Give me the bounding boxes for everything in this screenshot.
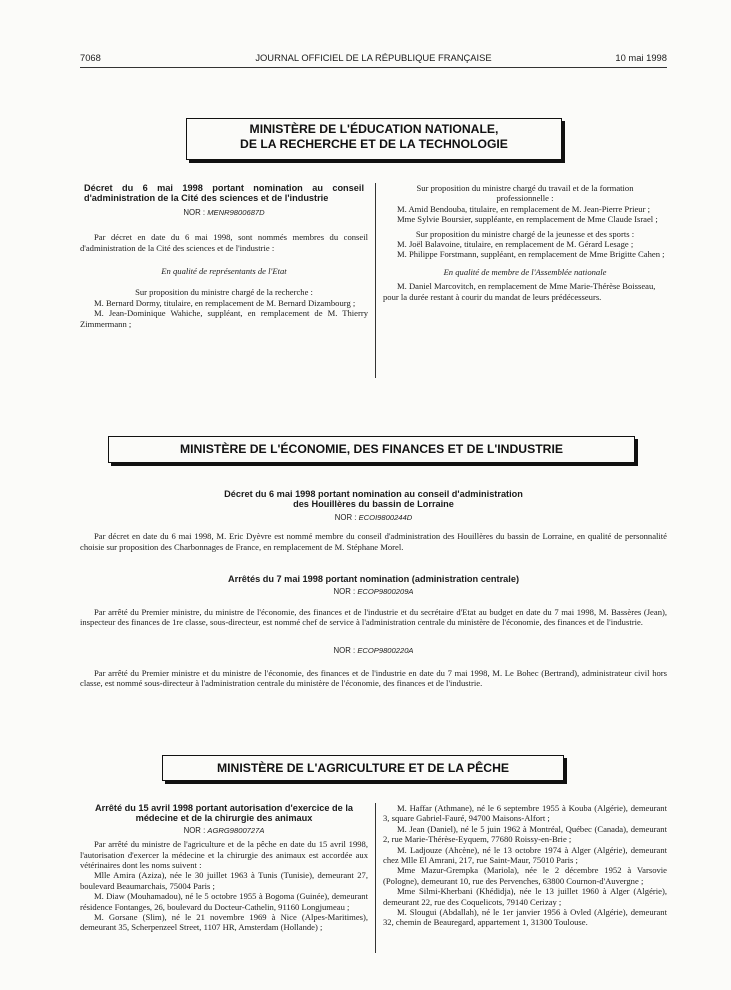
decret-intro: Par décret en date du 6 mai 1998, sont nommés membres du conseil d'administration de la Cité des sciences et de l'industrie : bbox=[80, 232, 368, 253]
arrete-intro: Par arrêté du ministre de l'agriculture et de la pêche en date du 15 avril 1998, l'autorisation d'exercer la médecine et la chirurgie des animaux est accordée aux vétérinaires dont les noms suivent : bbox=[80, 839, 368, 871]
proposal-line: Sur proposition du ministre chargé de la jeunesse et des sports : bbox=[415, 228, 635, 239]
appointment-entry: M. Daniel Marcovitch, en remplacement de Mme Marie-Thérèse Boisseau, bbox=[397, 281, 656, 292]
running-header bbox=[80, 53, 667, 67]
appointment-entry: Mme Sylvie Boursier, suppléante, en remplacement de Mme Claude Israel ; bbox=[397, 214, 658, 225]
appointment-entry: M. Amid Bendouba, titulaire, en remplacement de M. Jean-Pierre Prieur ; bbox=[397, 203, 650, 214]
nor-label: NOR : bbox=[333, 645, 356, 655]
decret-houilleres bbox=[80, 489, 667, 552]
veterinarian-entry: Mme Silmi-Kherbani (Khédidja), née le 13 juillet 1960 à Alger (Algérie), demeurant 22, rue des Coquelicots, 79140 Cerizay ; bbox=[383, 886, 667, 907]
ministry-heading-agriculture bbox=[162, 755, 564, 781]
decret-cite-right-column bbox=[383, 183, 667, 302]
ministry-heading-line: MINISTÈRE DE L'AGRICULTURE ET DE LA PÊCHE bbox=[216, 761, 510, 775]
section-heading: En qualité de membre de l'Assemblée nationale bbox=[443, 266, 607, 277]
nor-code: ECOI9800244D bbox=[358, 512, 413, 522]
appointment-entry: M. Philippe Forstmann, suppléant, en remplacement de Mme Brigitte Cahen ; bbox=[397, 249, 665, 260]
nor-code: AGRG9800727A bbox=[207, 825, 265, 835]
veterinarian-entry: M. Slougui (Abdallah), né le 1er janvier 1956 à Ovled (Algérie), demeurant 32, chemin de Beauregard, appartement 1, 31300 Toulouse. bbox=[383, 907, 667, 928]
arrete-title: Arrêté du 15 avril 1998 portant autorisation d'exercice de la médecine et de la chirurgie des animaux bbox=[94, 803, 353, 824]
nor-reference bbox=[80, 208, 368, 218]
closing-line: pour la durée restant à courir du mandat de leurs prédécesseurs. bbox=[383, 291, 602, 302]
nor-code: MENR9800687D bbox=[207, 207, 265, 217]
arretes-7-mai bbox=[80, 574, 667, 689]
page-number: 7068 bbox=[80, 52, 101, 63]
column-divider bbox=[375, 803, 376, 953]
issue-date: 10 mai 1998 bbox=[615, 52, 667, 63]
arrete-veterinaires-left-column bbox=[80, 803, 368, 933]
arrete-body: Par arrêté du Premier ministre et du ministre de l'économie, des finances et de l'industrie en date du 7 mai 1998, M. Le Bohec (Bertrand), administrateur civil hors classe, est nommé sous-directeur à l'administration centrale du ministère de l'économie, des finances et de l'industrie. bbox=[80, 668, 667, 689]
decret-body: Par décret en date du 6 mai 1998, M. Eric Dyèvre est nommé membre du conseil d'administration des Houillères du bassin de Lorraine, en qualité de personnalité choisie sur proposition des Charbonnages de France, en remplacement de M. Stéphane Morel. bbox=[80, 531, 667, 552]
column-divider bbox=[375, 183, 376, 378]
header-rule bbox=[80, 67, 667, 68]
ministry-heading-education bbox=[186, 118, 562, 160]
ministry-heading-line: MINISTÈRE DE L'ÉDUCATION NATIONALE, bbox=[249, 122, 499, 136]
nor-reference bbox=[80, 513, 667, 523]
appointment-entry: M. Bernard Dormy, titulaire, en remplacement de M. Bernard Dizambourg ; bbox=[94, 297, 356, 308]
appointment-entry: M. Jean-Dominique Wahiche, suppléant, en remplacement de M. Thierry Zimmermann ; bbox=[80, 308, 368, 329]
veterinarian-entry: M. Diaw (Mouhamadou), né le 5 octobre 1955 à Bogoma (Guinée), demeurant résidence Fontanges, 26, boulevard du Docteur-Cathelin, 91160 Longjumeau ; bbox=[80, 891, 368, 912]
proposal-line: Sur proposition du ministre chargé du travail et de la formation professionnelle : bbox=[416, 183, 634, 204]
veterinarian-entry: Mlle Amira (Aziza), née le 30 juillet 1963 à Tunis (Tunisie), demeurant 27, boulevard Beaumarchais, 75004 Paris ; bbox=[80, 870, 368, 891]
veterinarian-entry: M. Ladjouze (Ahcène), né le 13 octobre 1974 à Alger (Algérie), demeurant chez Mlle El Amrani, 217, rue Saint-Maur, 75010 Paris ; bbox=[383, 844, 667, 866]
section-heading: En qualité de représentants de l'Etat bbox=[161, 266, 287, 277]
decret-cite-left-column bbox=[80, 183, 368, 329]
nor-code: ECOP9800209A bbox=[357, 587, 414, 597]
nor-label: NOR : bbox=[333, 587, 356, 597]
decret-title-line: Décret du 6 mai 1998 portant nomination au conseil d'administration bbox=[224, 489, 523, 499]
nor-code: ECOP9800220A bbox=[357, 645, 414, 655]
veterinarian-entry: M. Jean (Daniel), né le 5 juin 1962 à Montréal, Québec (Canada), demeurant 2, rue Marie-Thérèse-Eyquem, 77680 Roissy-en-Brie ; bbox=[383, 823, 667, 845]
ministry-heading-line: DE LA RECHERCHE ET DE LA TECHNOLOGIE bbox=[240, 137, 508, 151]
veterinarian-entry: M. Haffar (Athmane), né le 6 septembre 1955 à Kouba (Algérie), demeurant 3, square Gabriel-Fauré, 94700 Maisons-Alfort ; bbox=[383, 803, 667, 824]
nor-reference bbox=[80, 646, 667, 656]
arrete-title: Arrêtés du 7 mai 1998 portant nomination (administration centrale) bbox=[228, 574, 519, 584]
nor-label: NOR : bbox=[183, 825, 206, 835]
veterinarian-entry: M. Gorsane (Slim), né le 21 novembre 1969 à Nice (Alpes-Maritimes), demeurant 35, Scherpenzeel Street, 1107 HR, Amsterdam (Hollande) ; bbox=[80, 912, 368, 933]
proposal-line: Sur proposition du ministre chargé de la recherche : bbox=[135, 287, 313, 298]
ministry-heading-economie bbox=[108, 436, 635, 463]
nor-reference bbox=[80, 587, 667, 597]
journal-title: JOURNAL OFFICIEL DE LA RÉPUBLIQUE FRANÇAISE bbox=[255, 52, 492, 63]
ministry-heading-line: MINISTÈRE DE L'ÉCONOMIE, DES FINANCES ET DE L'INDUSTRIE bbox=[180, 442, 563, 456]
decret-title: Décret du 6 mai 1998 portant nomination au conseil d'administration de la Cité des sciences et de l'industrie bbox=[84, 183, 364, 204]
nor-label: NOR : bbox=[334, 512, 357, 522]
appointment-entry: M. Joël Balavoine, titulaire, en remplacement de M. Gérard Lesage ; bbox=[397, 239, 634, 250]
decret-title-line: des Houillères du bassin de Lorraine bbox=[293, 499, 454, 510]
nor-reference bbox=[80, 826, 368, 836]
veterinarian-entry: Mme Mazur-Grempka (Mariola), née le 2 décembre 1952 à Varsovie (Pologne), demeurant 10, rue des Pervenches, 63800 Cournon-d'Auvergne ; bbox=[383, 865, 667, 886]
arrete-body: Par arrêté du Premier ministre, du ministre de l'économie, des finances et de l'industrie et du secrétaire d'Etat au budget en date du 7 mai 1998, M. Bassères (Jean), inspecteur des finances de 1re classe, sous-directeur, est nommé chef de service à l'administration centrale du ministère de l'économie, des finances et de l'industrie. bbox=[80, 606, 667, 628]
nor-label: NOR : bbox=[183, 207, 206, 217]
arrete-veterinaires-right-column bbox=[383, 803, 667, 928]
